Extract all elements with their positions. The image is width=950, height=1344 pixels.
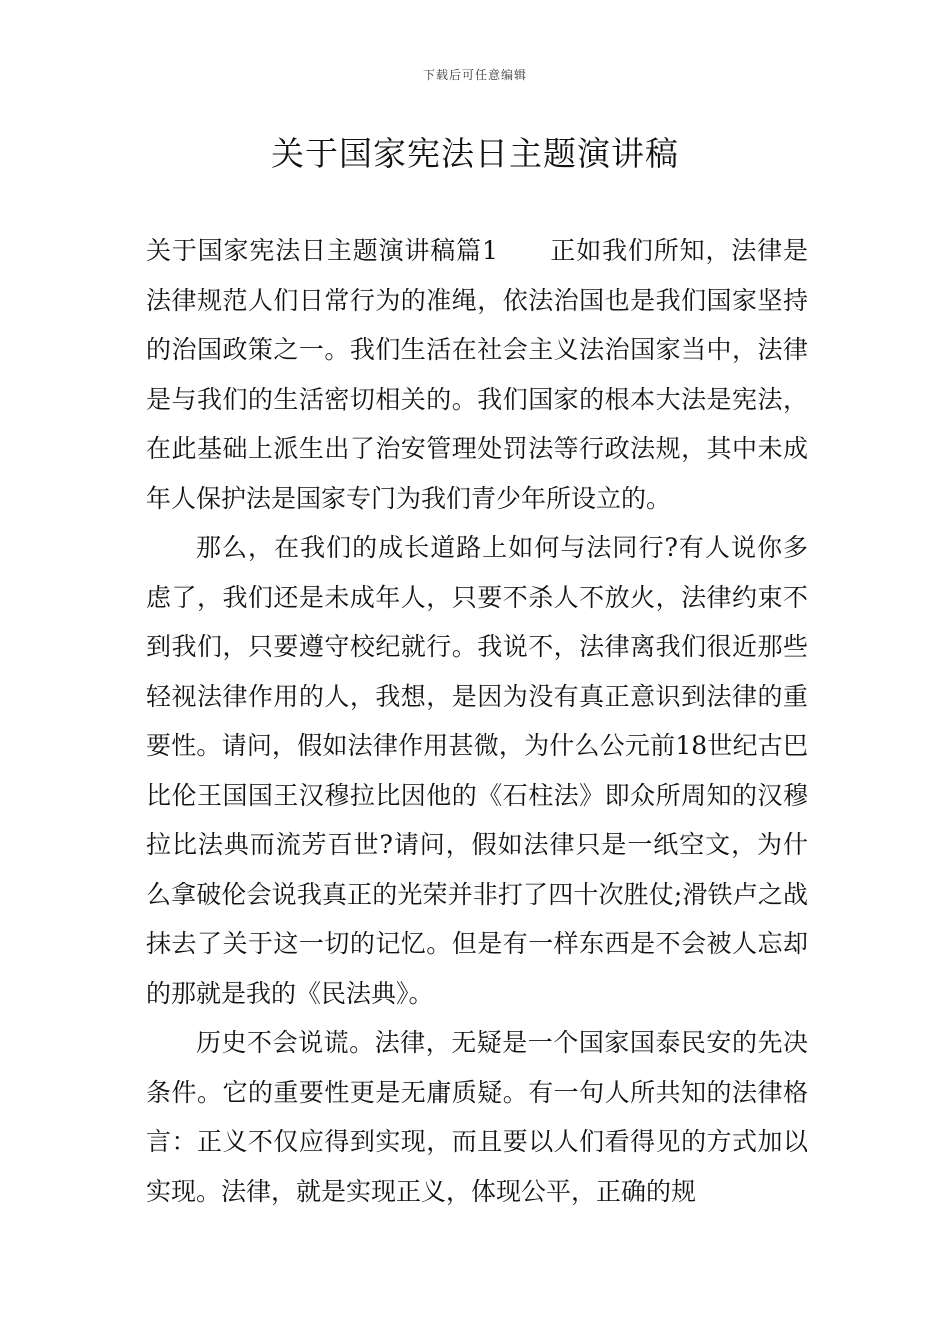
document-body [146, 226, 808, 1216]
page-header-note: 下载后可任意编辑 [422, 68, 527, 82]
paragraph-3: 历史不会说谎。法律，无疑是一个国家国泰民安的先决条件。它的重要性更是无庸质疑。有一句人所共知的法律格言：正义不仅应得到实现，而且要以人们看得见的方式加以实现。法律，就是实现正义，体现公平，正确的规 [146, 1028, 808, 1206]
paragraph-2: 那么，在我们的成长道路上如何与法同行?有人说你多虑了，我们还是未成年人，只要不杀人不放火，法律约束不到我们，只要遵守校纪就行。我说不，法律离我们很近那些轻视法律作用的人，我想，是因为没有真正意识到法律的重要性。请问，假如法律作用甚微，为什么公元前18世纪古巴比伦王国国王汉穆拉比因他的《石柱法》即众所周知的汉穆拉比法典而流芳百世?请问，假如法律只是一纸空文，为什么拿破伦会说我真正的光荣并非打了四十次胜仗;滑铁卢之战抹去了关于这一切的记忆。但是有一样东西是不会被人忘却的那就是我的《民法典》。 [146, 533, 808, 1008]
paragraph-1: 关于国家宪法日主题演讲稿篇1 正如我们所知，法律是法律规范人们日常行为的准绳，依法治国也是我们国家坚持的治国政策之一。我们生活在社会主义法治国家当中，法律是与我们的生活密切相关的。我们国家的根本大法是宪法，在此基础上派生出了治安管理处罚法等行政法规，其中未成年人保护法是国家专门为我们青少年所设立的。 [146, 236, 808, 513]
document-title: 关于国家宪法日主题演讲稿 [271, 134, 679, 173]
